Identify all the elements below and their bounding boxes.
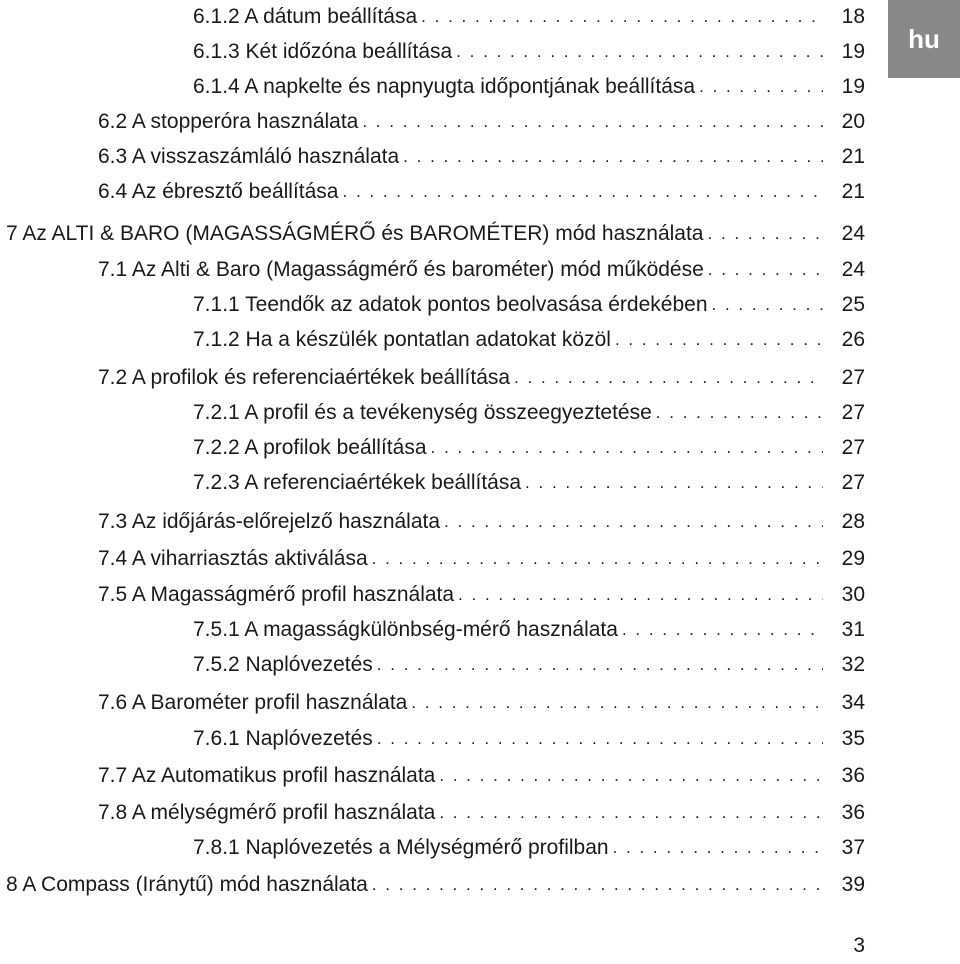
toc-entry-page: 29 bbox=[841, 547, 865, 570]
toc-entry-title: 8 A Compass (Iránytű) mód használata bbox=[6, 873, 368, 896]
toc-entry-page: 20 bbox=[841, 110, 865, 133]
toc-entry-7-1-1[interactable] bbox=[193, 288, 865, 322]
toc-entry-page: 27 bbox=[841, 401, 865, 424]
toc-entry-title: 7.6.1 Naplóvezetés bbox=[193, 727, 373, 750]
toc-entry-title: 7.4 A viharriasztás aktiválása bbox=[98, 547, 368, 570]
toc-entry-page: 30 bbox=[841, 583, 865, 606]
toc-leader-dots bbox=[377, 648, 823, 682]
toc-entry-7-2-3[interactable] bbox=[193, 466, 865, 500]
toc-leader-dots bbox=[439, 796, 823, 830]
toc-entry-title: 7.8 A mélységmérő profil használata bbox=[98, 801, 436, 824]
page-number: 3 bbox=[853, 934, 865, 957]
toc-entry-7-7[interactable] bbox=[98, 759, 865, 793]
toc-entry-7-1-2[interactable] bbox=[193, 323, 865, 357]
toc-entry-page: 25 bbox=[841, 293, 865, 316]
toc-leader-dots bbox=[343, 175, 824, 209]
toc-entry-title: 6.1.3 Két időzóna beállítása bbox=[193, 40, 453, 63]
toc-entry-7-1[interactable] bbox=[98, 253, 865, 287]
toc-entry-title: 7.7 Az Automatikus profil használata bbox=[98, 764, 436, 787]
toc-entry-7-5-2[interactable] bbox=[193, 648, 865, 682]
toc-leader-dots bbox=[656, 396, 823, 430]
toc-entry-page: 21 bbox=[841, 180, 865, 203]
toc-entry-page: 27 bbox=[841, 471, 865, 494]
toc-entry-title: 7.5 A Magasságmérő profil használata bbox=[98, 583, 455, 606]
toc-leader-dots bbox=[514, 361, 823, 395]
toc-entry-title: 7.8.1 Naplóvezetés a Mélységmérő profilban bbox=[193, 836, 609, 859]
toc-entry-title: 7.2 A profilok és referenciaértékek beállítása bbox=[98, 366, 511, 389]
toc-entry-7-3[interactable] bbox=[98, 505, 865, 539]
toc-entry-6-1-4[interactable] bbox=[193, 70, 865, 104]
toc-leader-dots bbox=[444, 505, 823, 539]
toc-entry-page: 27 bbox=[841, 436, 865, 459]
toc-entry-7-6[interactable] bbox=[98, 686, 865, 720]
toc-entry-title: 6.3 A visszaszámláló használata bbox=[98, 145, 400, 168]
toc-entry-7-5-1[interactable] bbox=[193, 613, 865, 647]
toc-leader-dots bbox=[622, 613, 823, 647]
toc-leader-dots bbox=[525, 466, 823, 500]
toc-entry-page: 37 bbox=[841, 836, 865, 859]
language-tab: hu bbox=[888, 0, 960, 78]
toc-entry-title: 7.6 A Barométer profil használata bbox=[98, 691, 408, 714]
toc-entry-6-4[interactable] bbox=[98, 175, 865, 209]
toc-entry-page: 36 bbox=[841, 801, 865, 824]
toc-entry-6-3[interactable] bbox=[98, 140, 865, 174]
toc-leader-dots bbox=[458, 578, 823, 612]
toc-leader-dots bbox=[421, 0, 823, 34]
toc-entry-title: 7.2.3 A referenciaértékek beállítása bbox=[193, 471, 522, 494]
toc-entry-7-2-1[interactable] bbox=[193, 396, 865, 430]
toc-entry-title: 7.1 Az Alti & Baro (Magasságmérő és barométer) mód működése bbox=[98, 258, 704, 281]
toc-leader-dots bbox=[708, 253, 823, 287]
toc-entry-7-2-2[interactable] bbox=[193, 431, 865, 465]
toc-entry-page: 32 bbox=[841, 653, 865, 676]
toc-leader-dots bbox=[431, 431, 824, 465]
toc-entry-title: 7.2.1 A profil és a tevékenység összeegyeztetése bbox=[193, 401, 652, 424]
toc-entry-title: 7.1.1 Teendők az adatok pontos beolvasása érdekében bbox=[193, 293, 708, 316]
toc-entry-title: 7 Az ALTI & BARO (MAGASSÁGMÉRŐ és BAROMÉTER) mód használata bbox=[6, 222, 704, 245]
toc-entry-page: 24 bbox=[841, 258, 865, 281]
toc-leader-dots bbox=[439, 759, 823, 793]
toc-entry-7-4[interactable] bbox=[98, 542, 865, 576]
toc-entry-title: 6.1.4 A napkelte és napnyugta időpontjának beállítása bbox=[193, 75, 696, 98]
toc-entry-8[interactable] bbox=[6, 868, 865, 902]
toc-leader-dots bbox=[372, 868, 823, 902]
toc-leader-dots bbox=[615, 323, 823, 357]
toc-entry-page: 21 bbox=[841, 145, 865, 168]
toc-entry-title: 7.5.2 Naplóvezetés bbox=[193, 653, 373, 676]
toc-leader-dots bbox=[403, 140, 823, 174]
toc-entry-page: 35 bbox=[841, 727, 865, 750]
toc-entry-7-6-1[interactable] bbox=[193, 722, 865, 756]
toc-entry-title: 6.2 A stopperóra használata bbox=[98, 110, 359, 133]
toc-entry-7-8-1[interactable] bbox=[193, 831, 865, 865]
toc-entry-7[interactable] bbox=[6, 217, 865, 251]
toc-leader-dots bbox=[362, 105, 823, 139]
toc-entry-7-5[interactable] bbox=[98, 578, 865, 612]
toc-entry-title: 6.1.2 A dátum beállítása bbox=[193, 5, 418, 28]
toc-entry-page: 19 bbox=[841, 40, 865, 63]
toc-leader-dots bbox=[712, 288, 824, 322]
toc-leader-dots bbox=[708, 217, 824, 251]
toc-entry-page: 31 bbox=[841, 618, 865, 641]
toc-entry-page: 24 bbox=[841, 222, 865, 245]
toc-entry-title: 7.1.2 Ha a készülék pontatlan adatokat közöl bbox=[193, 328, 611, 351]
toc-entry-page: 19 bbox=[841, 75, 865, 98]
toc-entry-title: 7.2.2 A profilok beállítása bbox=[193, 436, 427, 459]
toc-entry-title: 6.4 Az ébresztő beállítása bbox=[98, 180, 339, 203]
toc-entry-6-1-2[interactable] bbox=[193, 0, 865, 34]
toc-entry-6-1-3[interactable] bbox=[193, 35, 865, 69]
toc-entry-page: 39 bbox=[841, 873, 865, 896]
toc-entry-7-2[interactable] bbox=[98, 361, 865, 395]
toc-entry-6-2[interactable] bbox=[98, 105, 865, 139]
toc-entry-page: 28 bbox=[841, 510, 865, 533]
toc-entry-page: 26 bbox=[841, 328, 865, 351]
toc-leader-dots bbox=[613, 831, 823, 865]
toc-leader-dots bbox=[377, 722, 823, 756]
toc-leader-dots bbox=[372, 542, 823, 576]
toc-entry-page: 18 bbox=[841, 5, 865, 28]
toc-leader-dots bbox=[699, 70, 823, 104]
toc-leader-dots bbox=[456, 35, 823, 69]
toc-entry-title: 7.3 Az időjárás-előrejelző használata bbox=[98, 510, 441, 533]
toc-entry-page: 36 bbox=[841, 764, 865, 787]
toc-entry-page: 27 bbox=[841, 366, 865, 389]
toc-entry-7-8[interactable] bbox=[98, 796, 865, 830]
toc-entry-page: 34 bbox=[841, 691, 865, 714]
toc-entry-title: 7.5.1 A magasságkülönbség-mérő használata bbox=[193, 618, 618, 641]
toc-leader-dots bbox=[411, 686, 823, 720]
